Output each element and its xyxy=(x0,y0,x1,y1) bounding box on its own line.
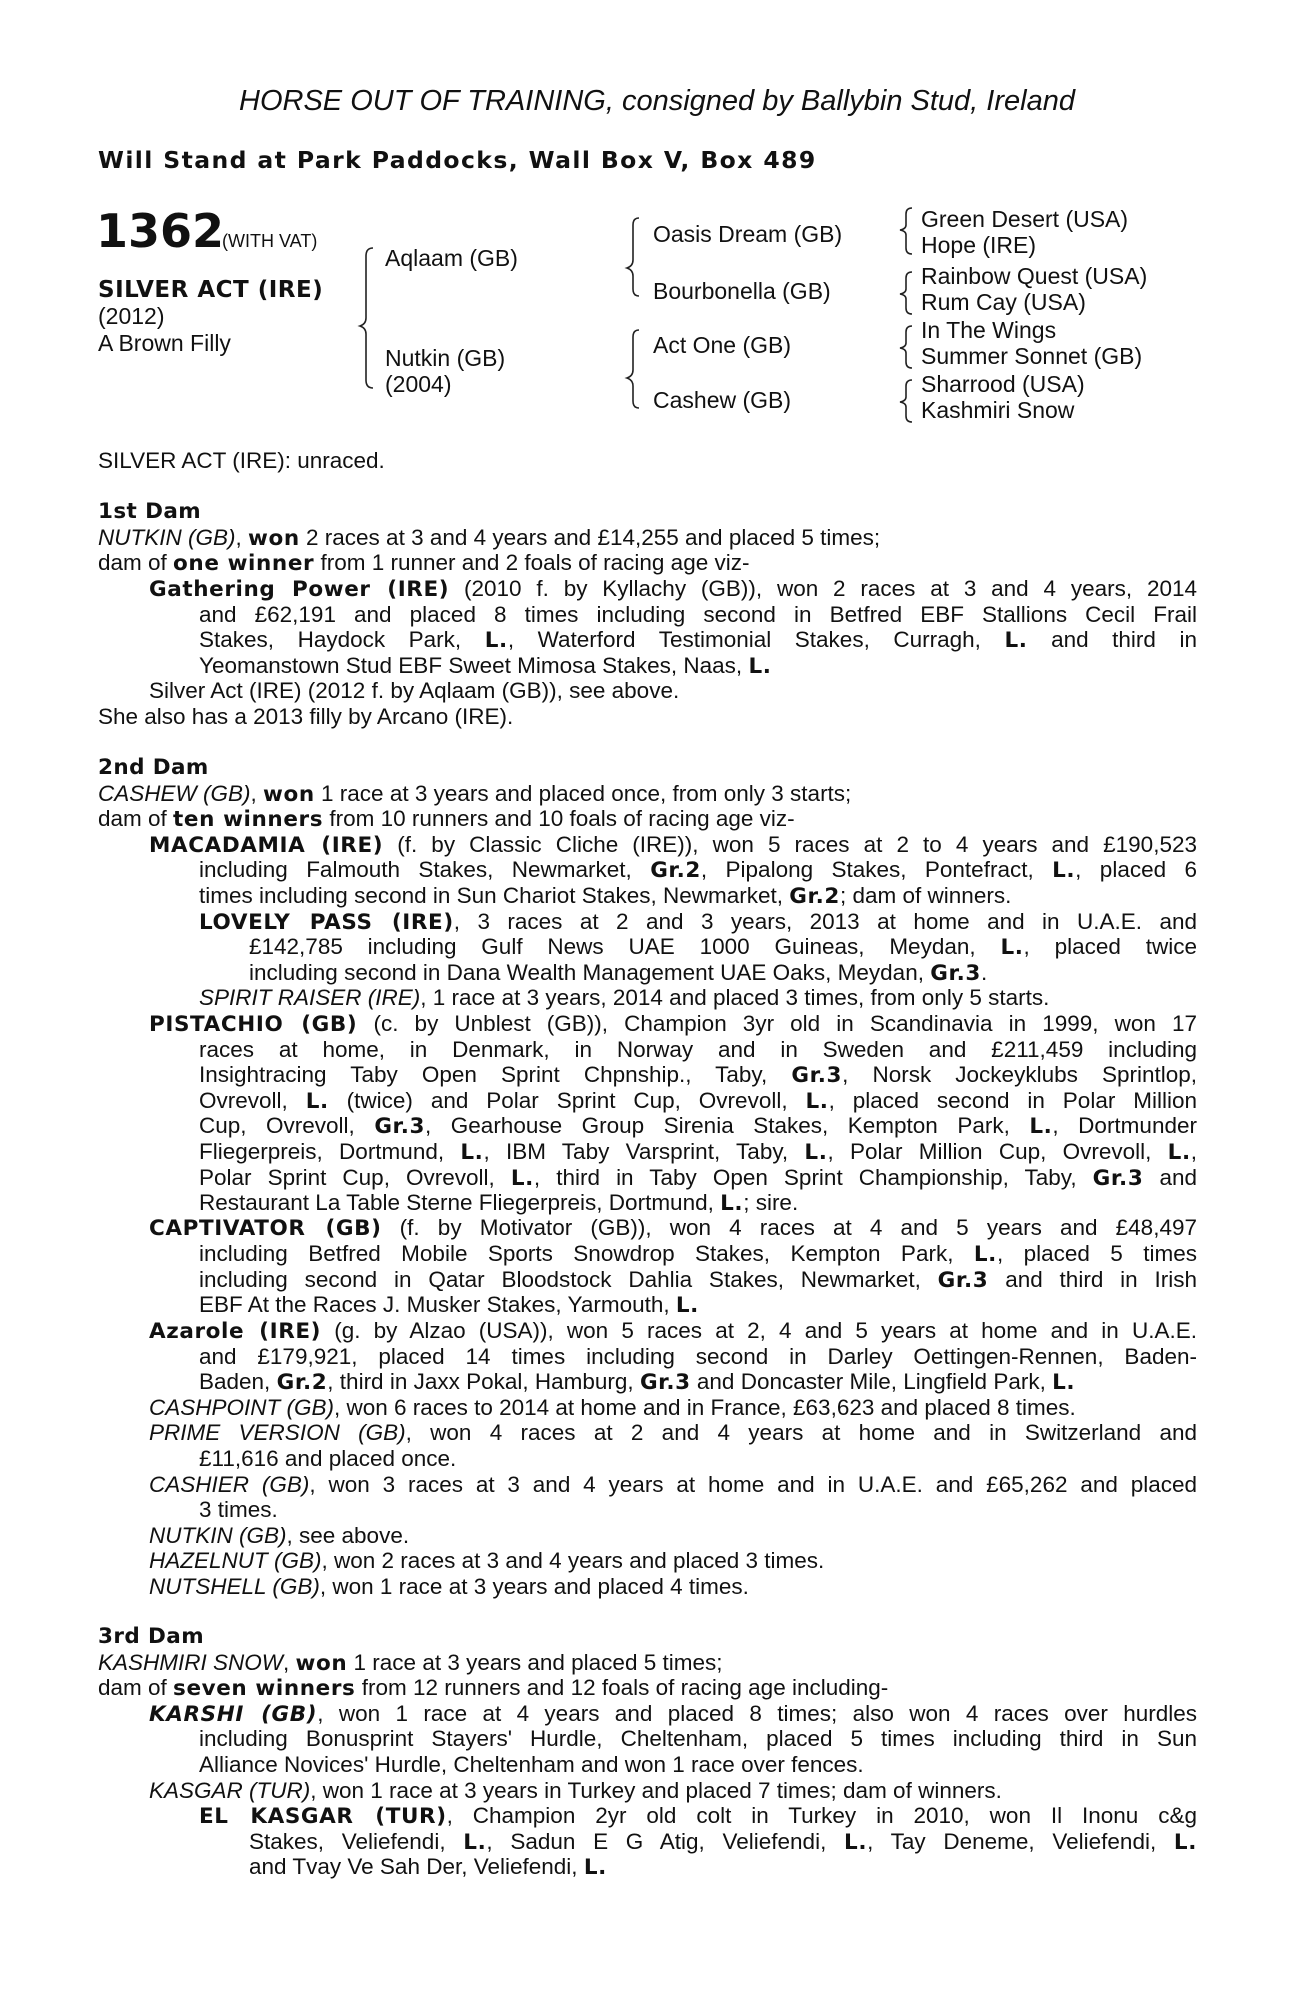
pedigree-dam: Nutkin (GB) xyxy=(385,345,506,371)
progeny-kasgar: KASGAR (TUR), won 1 race at 3 years in Turkey and placed 7 times; dam of winners. xyxy=(149,1777,1002,1803)
pedigree-sire-dam: Bourbonella (GB) xyxy=(653,278,831,304)
pedigree-g4: Rum Cay (USA) xyxy=(921,289,1086,315)
progeny-karshi: KARSHI (GB), won 1 race at 4 years and placed 8 times; also won 4 races over hurdles xyxy=(149,1700,1198,1727)
azarole-details: and £179,921, placed 14 times including second in Darley Oettingen-Rennen, Baden- Baden, Gr.2, third in Jaxx Pokal, Hamburg, Gr.3 and Doncaster Mile, Lingfield Park, L. xyxy=(199,1343,1197,1396)
vat-note: (WITH VAT) xyxy=(222,231,318,251)
race-record-text: SILVER ACT (IRE): unraced. xyxy=(98,448,385,473)
stabling-location: Will Stand at Park Paddocks, Wall Box V, Box 489 xyxy=(98,146,817,174)
gathering-power-details: and £62,191 and placed 8 times including second in Betfred EBF Stallions Cecil Frail Stakes, Haydock Park, L., Waterford Testimonial Stakes, Curragh, L. and third in Yeomanstown Stud EBF Sweet Mimosa Stakes, Naas, L. xyxy=(199,601,1197,679)
pedigree-g2: Hope (IRE) xyxy=(921,232,1037,258)
third-dam-heading: 3rd Dam xyxy=(98,1624,204,1649)
pedigree-g3: Rainbow Quest (USA) xyxy=(921,263,1148,289)
bracket-sire-dam xyxy=(360,248,373,388)
progeny-el-kasgar: EL KASGAR (TUR), Champion 2yr old colt in Turkey in 2010, won Il Inonu c&g xyxy=(199,1803,1197,1830)
bracket-g78 xyxy=(900,380,912,422)
progeny-cashier: CASHIER (GB), won 3 races at 3 and 4 years at home and in U.A.E. and £65,262 and placed xyxy=(149,1471,1198,1497)
first-dam-line-2: dam of one winner from 1 runner and 2 foals of racing age viz- xyxy=(98,550,750,577)
bracket-g12 xyxy=(900,208,912,254)
horse-description: A Brown Filly xyxy=(98,330,231,356)
progeny-prime-version: PRIME VERSION (GB), won 4 races at 2 and 4 years at home and in Switzerland and xyxy=(149,1420,1197,1446)
macadamia-details: including Falmouth Stakes, Newmarket, Gr.2, Pipalong Stakes, Pontefract, L., placed 6 times including second in Sun Chariot Stakes, Newmarket, Gr.2; dam of winners. xyxy=(199,857,1197,909)
pistachio-details: races at home, in Denmark, in Norway and in Sweden and £211,459 including Insightracing Taby Open Sprint Chpnship., Taby, Gr.3, Norsk Jockeyklubs Sprintlop, Ovrevoll, L. (twice) and Polar Sprint Cup, Ovrevoll, L., placed second in Polar Million Cup, Ovrevoll, Gr.3, Gearhouse Group Sirenia Stakes, Kempton Park, L., Dortmunder Fliegerpreis, Dortmund, L., IBM Taby Varsprint, Taby, L., Polar Million Cup, Ovrevoll, L., Polar Sprint Cup, Ovrevoll, L., third in Taby Open Sprint Championship, Taby, Gr.3 and Restaurant La Table Sterne Fliegerpreis, Dortmund, L.; sire. xyxy=(199,1036,1197,1217)
bracket-g56 xyxy=(900,326,912,368)
pedigree-dam-sire: Act One (GB) xyxy=(653,332,792,358)
bracket-dam xyxy=(627,330,639,408)
horse-name: SILVER ACT (IRE) xyxy=(98,277,324,303)
third-dam-line-1: KASHMIRI SNOW, won 1 race at 3 years and placed 5 times; xyxy=(98,1649,723,1676)
progeny-pistachio: PISTACHIO (GB) (c. by Unblest (GB)), Champion 3yr old in Scandinavia in 1999, won 17 xyxy=(149,1011,1198,1037)
progeny-nutkin: NUTKIN (GB), see above. HAZELNUT (GB), won 2 races at 3 and 4 years and placed 3 times. NUTSHELL (GB), won 1 race at 3 years and placed 4 times. xyxy=(149,1523,1197,1600)
second-dam-line-2: dam of ten winners from 10 runners and 10 foals of racing age viz- xyxy=(98,806,795,833)
lovely-pass-details: £142,785 including Gulf News UAE 1000 Guineas, Meydan, L., placed twice including second in Dana Wealth Management UAE Oaks, Meydan, Gr.3. xyxy=(249,934,1197,986)
cashier-details: 3 times. xyxy=(199,1497,278,1523)
progeny-spirit-raiser: SPIRIT RAISER (IRE), 1 race at 3 years, 2014 and placed 3 times, from only 5 starts. xyxy=(199,985,1050,1011)
race-record xyxy=(98,448,1248,474)
first-dam-line-1: NUTKIN (GB), won 2 races at 3 and 4 years and £14,255 and placed 5 times; xyxy=(98,524,881,551)
second-dam-line-1: CASHEW (GB), won 1 race at 3 years and placed once, from only 3 starts; xyxy=(98,780,852,807)
second-dam-section xyxy=(98,755,1198,832)
pedigree-dam-dam: Cashew (GB) xyxy=(653,387,792,413)
pedigree-g6: Summer Sonnet (GB) xyxy=(921,343,1143,369)
first-dam-section xyxy=(98,499,1198,576)
pedigree-dam-year: (2004) xyxy=(385,371,452,397)
third-dam-line-2: dam of seven winners from 12 runners and 12 foals of racing age including- xyxy=(98,1675,889,1702)
pedigree-g7: Sharrood (USA) xyxy=(921,371,1085,397)
captivator-details: including Betfred Mobile Sports Snowdrop Stakes, Kempton Park, L., placed 5 times including second in Qatar Bloodstock Dahlia Stakes, Newmarket, Gr.3 and third in Irish EBF At the Races J. Musker Stakes, Yarmouth, L. xyxy=(199,1241,1197,1319)
prime-version-details: £11,616 and placed once. xyxy=(199,1446,457,1471)
bracket-sire xyxy=(627,218,639,296)
first-dam-also: She also has a 2013 filly by Arcano (IRE). xyxy=(98,704,514,729)
third-dam-section xyxy=(98,1624,1198,1701)
progeny-macadamia: MACADAMIA (IRE) (f. by Classic Cliche (IRE)), won 5 races at 2 to 4 years and £190,523 xyxy=(149,831,1197,858)
consignment-header: HORSE OUT OF TRAINING, consigned by Ballybin Stud, Ireland xyxy=(239,85,1075,117)
progeny-nutshell: NUTSHELL (GB), won 1 race at 3 years and placed 4 times. xyxy=(149,1573,749,1599)
bracket-g34 xyxy=(900,272,912,314)
second-dam-heading: 2nd Dam xyxy=(98,755,209,780)
first-dam-progeny xyxy=(149,576,1197,602)
pedigree-sire-sire: Oasis Dream (GB) xyxy=(653,221,843,247)
progeny-captivator: CAPTIVATOR (GB) (f. by Motivator (GB)), won 4 races at 4 and 5 years and £48,497 xyxy=(149,1215,1197,1242)
el-kasgar-details: Stakes, Veliefendi, L., Sadun E G Atig, Veliefendi, L., Tay Deneme, Veliefendi, L. and Tvay Ve Sah Der, Veliefendi, L. xyxy=(249,1828,1197,1881)
lot-number: 1362 xyxy=(96,204,225,258)
progeny-hazelnut: HAZELNUT (GB), won 2 races at 3 and 4 years and placed 3 times. xyxy=(149,1548,825,1574)
progeny-gathering-power: Gathering Power (IRE) (2010 f. by Kyllachy (GB)), won 2 races at 3 and 4 years, 2014 xyxy=(149,576,1197,602)
progeny-silver-act: Silver Act (IRE) (2012 f. by Aqlaam (GB)), see above. xyxy=(149,678,680,704)
progeny-cashpoint: CASHPOINT (GB), won 6 races to 2014 at home and in France, £63,623 and placed 8 times. xyxy=(149,1394,1076,1420)
pedigree-g8: Kashmiri Snow xyxy=(921,397,1075,423)
pedigree-g5: In The Wings xyxy=(921,317,1057,343)
progeny-lovely-pass: LOVELY PASS (IRE), 3 races at 2 and 3 years, 2013 at home and in U.A.E. and xyxy=(199,908,1197,935)
progeny-azarole: Azarole (IRE) (g. by Alzao (USA)), won 5 races at 2, 4 and 5 years at home and in U.A.E. xyxy=(149,1318,1197,1344)
horse-foaling-year: (2012) xyxy=(98,303,165,329)
karshi-details: including Bonusprint Stayers' Hurdle, Cheltenham, placed 5 times including third in Sun Alliance Novices' Hurdle, Cheltenham and won 1 race over fences. xyxy=(199,1726,1197,1777)
first-dam-heading: 1st Dam xyxy=(98,499,202,524)
pedigree-sire: Aqlaam (GB) xyxy=(385,245,518,271)
pedigree-g1: Green Desert (USA) xyxy=(921,206,1129,232)
